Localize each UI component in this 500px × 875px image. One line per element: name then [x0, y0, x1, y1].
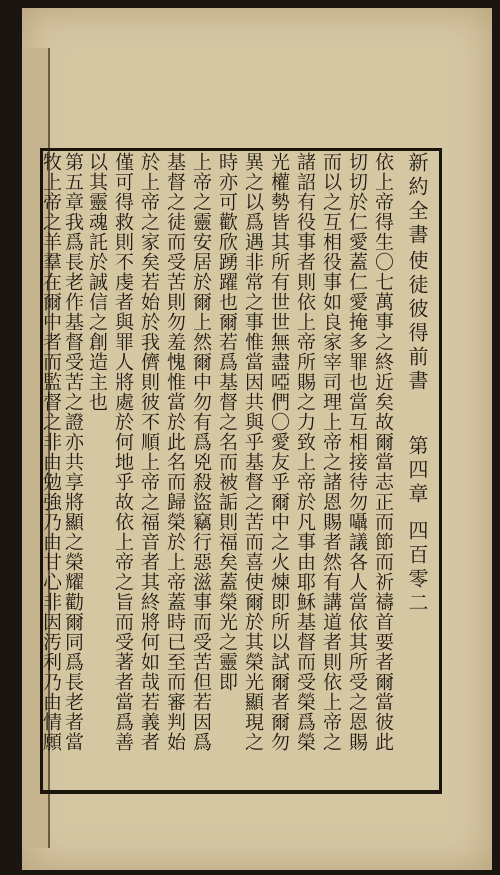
- page-number: 四百零二: [405, 520, 429, 616]
- text-column: 時亦可歡欣踴躍也爾若爲基督之名而被詬則福矣蓋榮光之靈即: [216, 152, 238, 692]
- text-column: 依上帝得生〇七萬事之終近矣故爾當志正而節而祈禱首要者爾當彼此: [372, 152, 394, 752]
- book-title: 新約全書: [405, 152, 429, 248]
- chapter-heading: 第四章: [405, 435, 429, 507]
- text-column: 牧上帝之羊羣在爾中者而監督之非由勉強乃由甘心非因汚利乃由情願: [40, 152, 62, 752]
- text-column: 僅可得救則不虔者與罪人將處於何地乎故依上帝之旨而受著者當爲善: [112, 152, 134, 752]
- text-column: 基督之徒而受苦則勿羞愧惟當於此名而歸榮於上帝蓋時已至而審判始: [164, 152, 186, 752]
- text-column: 第五章我爲長老作基督受苦之證亦共享將顯之榮耀勸爾同爲長老者當: [62, 152, 84, 752]
- text-column: 切切於仁愛蓋仁愛掩多罪也當互相接待勿囁議各人當依其所受之恩賜: [346, 152, 368, 752]
- text-column: 而以之互相役事如良家宰司理上帝之諸恩賜者然有講道者則依上帝之: [320, 152, 342, 752]
- text-column: 以其靈魂託於誠信之創造主也: [86, 152, 108, 412]
- bottom-rule: [40, 790, 442, 794]
- epistle-title: 使徒彼得前書: [405, 250, 429, 394]
- text-column: 光權勢皆其所有世世無盡啞們〇愛友乎爾中之火煉即所以試爾者爾勿: [268, 152, 290, 752]
- text-column: 諸詔有役事者則依上帝所賜之力致上帝於凡事由耶穌基督而受榮爲榮: [294, 152, 316, 752]
- text-column: 異之以爲遇非常之事惟當因共與乎基督之苦而喜使爾於其榮光顯現之: [242, 152, 264, 752]
- text-column: 上帝之靈安居於爾上然爾中勿有爲兇殺盜竊行惡滋事而受苦但若因爲: [190, 152, 212, 752]
- text-column: 於上帝之家矣若始於我儕則彼不順上帝之福音者其終將何如哉若義者: [138, 152, 160, 752]
